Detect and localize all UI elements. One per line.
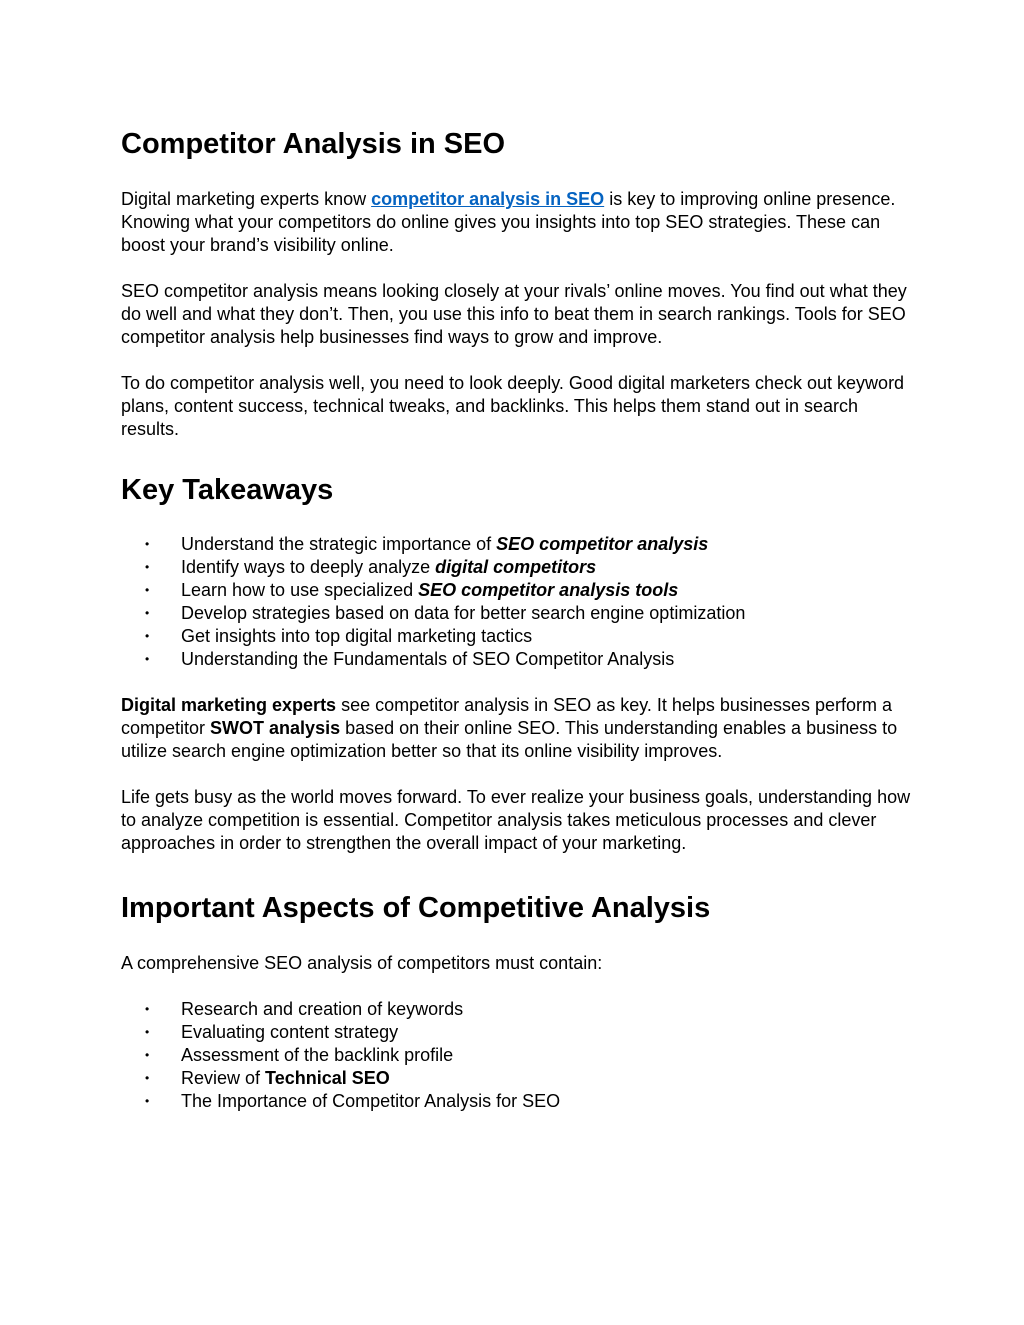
intro-paragraph-3: To do competitor analysis well, you need to look deeply. Good digital marketers check out keyword plans, content success, technical tweaks, and backlinks. This helps them stand out in search results. — [121, 373, 905, 439]
bullet-icon: • — [145, 1025, 150, 1039]
list-item: • Evaluating content strategy — [145, 1022, 399, 1042]
list-item: • Understanding the Fundamentals of SEO Competitor Analysis — [145, 649, 675, 669]
bullet-icon: • — [145, 1048, 150, 1062]
list-item: • Learn how to use specialized SEO competitor analysis tools — [145, 580, 679, 600]
intro-paragraph-1 — [121, 188, 911, 257]
list-item: • Assessment of the backlink profile — [145, 1045, 454, 1065]
aspects-list — [121, 998, 911, 1113]
competitor-analysis-link[interactable]: competitor analysis in SEO — [371, 189, 605, 209]
list-item: • Review of Technical SEO — [145, 1068, 390, 1088]
bullet-icon: • — [145, 1002, 150, 1016]
list-item: • Research and creation of keywords — [145, 999, 464, 1019]
bullet-icon: • — [145, 583, 150, 597]
page-title: Competitor Analysis in SEO — [121, 128, 506, 160]
bullet-icon: • — [145, 606, 150, 620]
aspects-intro: A comprehensive SEO analysis of competitors must contain: — [121, 953, 603, 973]
intro-paragraph-2: SEO competitor analysis means looking closely at your rivals’ online moves. You find out what they do well and what they don’t. Then, you use this info to beat them in search rankings. Tools for SEO competitor analysis help businesses find ways to grow and improve. — [121, 281, 907, 347]
key-takeaways-list — [121, 533, 911, 671]
list-item: • The Importance of Competitor Analysis for SEO — [145, 1091, 561, 1111]
list-item: • Understand the strategic importance of SEO competitor analysis — [145, 534, 709, 554]
bullet-icon: • — [145, 652, 150, 666]
bullet-icon: • — [145, 560, 150, 574]
list-item: • Develop strategies based on data for better search engine optimization — [145, 603, 746, 623]
key-takeaways-heading: Key Takeaways — [121, 474, 334, 506]
body-paragraph-2: Life gets busy as the world moves forward. To ever realize your business goals, understanding how to analyze competition is essential. Competitor analysis takes meticulous processes and clever approaches in order to strengthen the overall impact of your marketing. — [121, 787, 911, 853]
aspects-heading: Important Aspects of Competitive Analysis — [121, 892, 711, 924]
intro-text-before: Digital marketing experts know — [121, 189, 372, 209]
list-item: • Get insights into top digital marketing tactics — [145, 626, 533, 646]
bullet-icon: • — [145, 629, 150, 643]
list-item: • Identify ways to deeply analyze digital competitors — [145, 557, 597, 577]
bullet-icon: • — [145, 537, 150, 551]
document-page — [121, 126, 911, 1113]
body-paragraph-1: Digital marketing experts see competitor analysis in SEO as key. It helps businesses perform a competitor SWOT analysis based on their online SEO. This understanding enables a business to utilize search engine optimization better so that its online visibility improves. — [121, 695, 898, 761]
bullet-icon: • — [145, 1094, 150, 1108]
bullet-icon: • — [145, 1071, 150, 1085]
intro-text-after: is key to improving online presence. Knowing what your competitors do online gives you insights into top SEO strategies. These can boost your brand’s visibility online. — [121, 189, 896, 255]
